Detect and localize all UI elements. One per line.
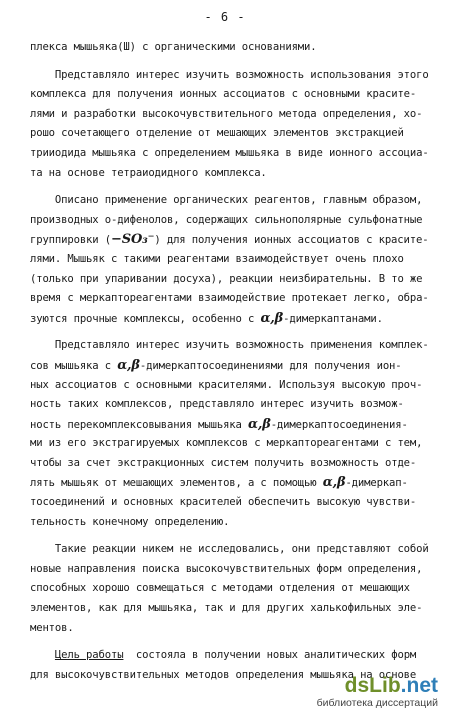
text-line: рошо сочетающего отделение от мешающих элементов экстракцией xyxy=(30,127,404,140)
document-body xyxy=(30,38,430,685)
paragraph xyxy=(30,540,430,638)
text-line: ность перекомплексовывания мышьяка α,β-димеркаптосоединения- xyxy=(30,416,408,432)
text-line: плекса мышьяка(Ш) с органическими основаниями. xyxy=(30,41,317,53)
watermark-subtitle: библиотека диссертаций xyxy=(316,697,438,709)
text-line: та на основе тетраиодидного комплекса. xyxy=(30,166,267,179)
text-line: ми из его экстрагируемых комплексов с меркаптореагентами с тем, xyxy=(30,437,423,450)
paragraph xyxy=(30,38,430,58)
text-line: тельность конечному определению. xyxy=(30,515,230,528)
paragraph xyxy=(30,66,430,184)
text-line: ных ассоциатов с основными красителями. Используя высокую проч- xyxy=(30,378,423,391)
text-line: комплекса для получения ионных ассоциатов с основными красите- xyxy=(30,88,417,101)
paragraph xyxy=(30,191,430,328)
paragraph xyxy=(30,336,430,532)
text-line: ность таких комплексов, представляло интерес изучить возмож- xyxy=(30,398,404,411)
text-line: для высокочувствительных методов определения мышьяка на основе xyxy=(30,668,417,681)
text-line: лять мышьяк от мешающих элементов, а с помощью α,β-димеркап- xyxy=(30,475,408,491)
text-line: лями. Мышьяк с такими реагентами взаимодействует очень плохо xyxy=(30,252,404,265)
text-line: время с меркаптореагентами взаимодействие протекает легко, обра- xyxy=(30,292,429,305)
text-line: лями и разработки высокочувствительного метода определения, хо- xyxy=(30,107,423,120)
text-line: зуются прочные комплексы, особенно с α,β-димеркаптанами. xyxy=(30,310,383,326)
text-line: чтобы за счет экстракционных систем получить возможность отде- xyxy=(30,456,417,469)
text-line: сов мышьяка с α,β-димеркаптосоединениями для получения ион- xyxy=(30,357,402,373)
dslib-logo xyxy=(317,675,438,697)
text-line: Описано применение органических реагентов, главным образом, xyxy=(30,194,423,207)
text-line: тосоединений и основных красителей обеспечить высокую чувстви- xyxy=(30,496,417,509)
text-line: группировки (−SO₃⁻) для получения ионных ассоциатов с красите- xyxy=(30,232,429,248)
logo-text-left: dsLib xyxy=(344,674,401,697)
text-line: новые направления поиска высокочувствительных форм определения, xyxy=(30,562,423,575)
text-line: ментов. xyxy=(30,621,74,634)
text-line: (только при упаривании досуха), реакции неизбирательны. В то же xyxy=(30,272,423,285)
text-line: Представляло интерес изучить возможность использования этого xyxy=(30,68,429,81)
page-number: - 6 - xyxy=(204,10,246,24)
text-line: производных о-дифенолов, содержащих сильнополярные сульфонатные xyxy=(30,213,423,226)
text-line: Такие реакции никем не исследовались, они представляют собой xyxy=(30,543,429,556)
dslib-watermark xyxy=(317,675,438,709)
text-line: Представляло интерес изучить возможность применения комплек- xyxy=(30,339,429,352)
text-line: Цель работы состояла в получении новых аналитических форм xyxy=(54,649,417,662)
logo-text-right: .net xyxy=(400,674,438,697)
text-line: элементов, как для мышьяка, так и для других халькофильных эле- xyxy=(30,602,423,615)
text-line: трииодида мышьяка с определением мышьяка в виде ионного ассоциа- xyxy=(30,146,429,159)
text-line: способных хорошо совмещаться с методами отделения от мешающих xyxy=(30,582,410,595)
